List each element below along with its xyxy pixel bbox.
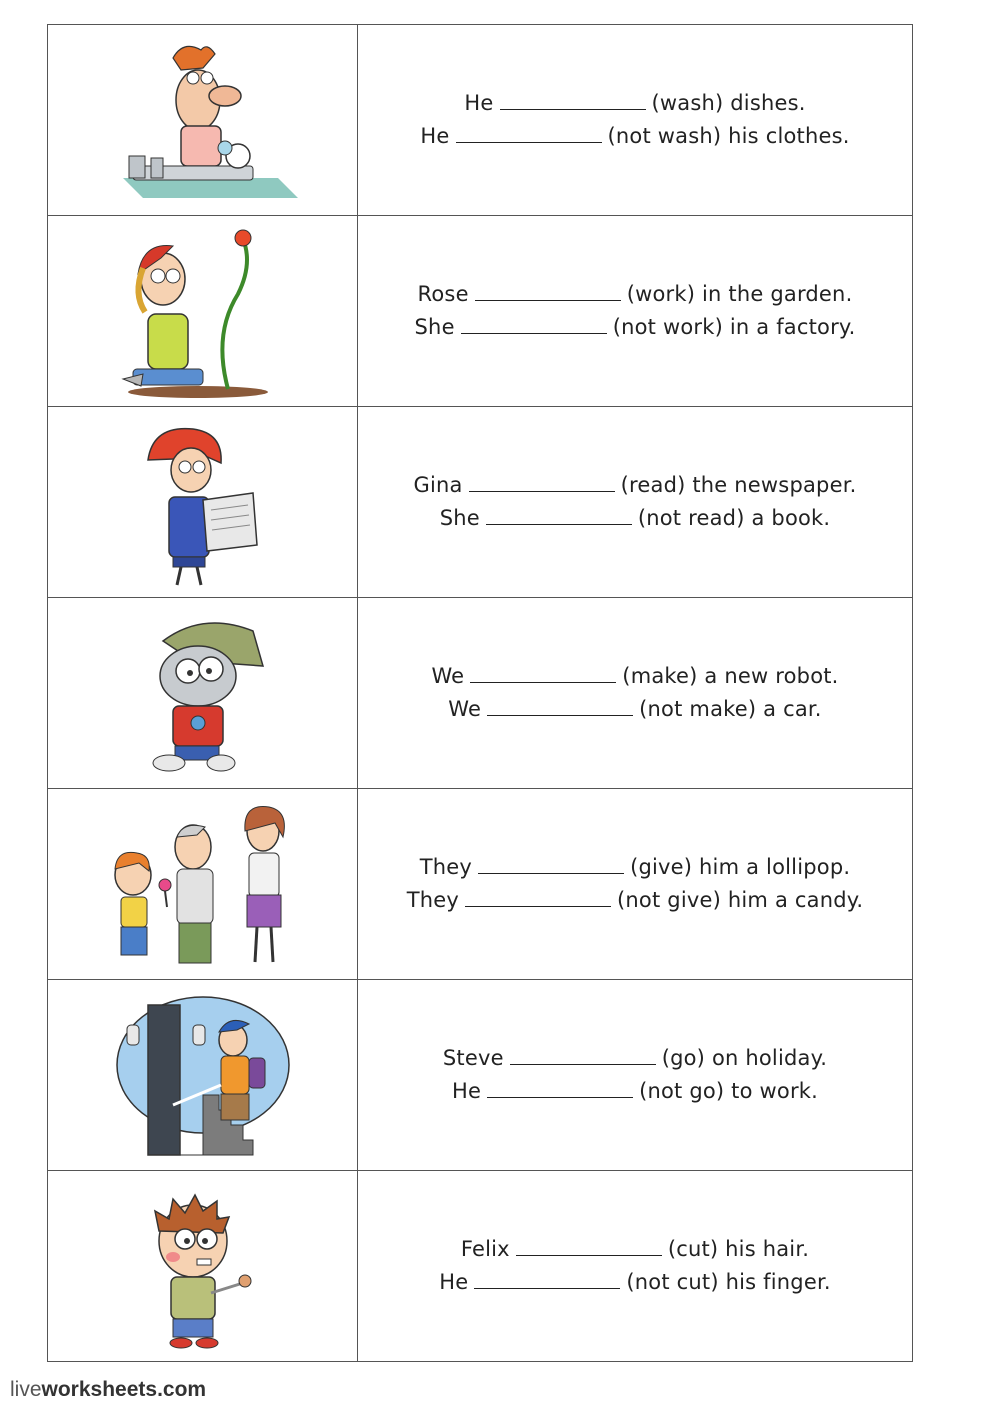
worksheet-table (47, 24, 913, 1362)
sentence-subject: He (439, 1270, 469, 1294)
sentence-rest: (not give) him a candy. (617, 888, 864, 912)
woman-reading-newspaper-illustration (103, 415, 303, 590)
affirmative-sentence (358, 87, 912, 120)
exercise-row (48, 1171, 913, 1362)
exercise-row (48, 407, 913, 598)
sentence-cell (358, 25, 913, 216)
exercise-row (48, 216, 913, 407)
affirmative-sentence (358, 469, 912, 502)
sentence-rest: (not make) a car. (639, 697, 822, 721)
negative-sentence (358, 884, 912, 917)
answer-blank[interactable] (510, 1046, 656, 1065)
sentence-rest: (read) the newspaper. (620, 473, 857, 497)
answer-blank[interactable] (470, 664, 616, 683)
illustration-cell (48, 598, 358, 789)
affirmative-sentence (358, 851, 912, 884)
exercise-row (48, 25, 913, 216)
sentence-rest: (wash) dishes. (651, 91, 806, 115)
answer-blank[interactable] (474, 1270, 620, 1289)
affirmative-sentence (358, 660, 912, 693)
sentence-subject: Steve (442, 1046, 504, 1070)
answer-blank[interactable] (500, 91, 646, 110)
sentence-cell (358, 789, 913, 980)
illustration-cell (48, 789, 358, 980)
exercise-row (48, 598, 913, 789)
sentence-rest: (go) on holiday. (661, 1046, 828, 1070)
logo-light-text: live (10, 1378, 42, 1401)
exercise-row (48, 980, 913, 1171)
sentence-cell (358, 216, 913, 407)
sentence-cell (358, 407, 913, 598)
answer-blank[interactable] (465, 888, 611, 907)
sentence-rest: (not go) to work. (639, 1079, 819, 1103)
affirmative-sentence (358, 1042, 912, 1075)
woman-gardening-illustration (103, 224, 303, 399)
sentence-rest: (make) a new robot. (622, 664, 839, 688)
sentence-subject: Gina (413, 473, 463, 497)
negative-sentence (358, 502, 912, 535)
answer-blank[interactable] (486, 506, 632, 525)
illustration-cell (48, 216, 358, 407)
illustration-cell (48, 980, 358, 1171)
answer-blank[interactable] (516, 1237, 662, 1256)
sentence-subject: He (451, 1079, 482, 1103)
affirmative-sentence (358, 278, 912, 311)
sentence-rest: (not work) in a factory. (612, 315, 856, 339)
sentence-rest: (not cut) his finger. (626, 1270, 831, 1294)
kid-in-robot-costume-illustration (103, 611, 303, 776)
sentence-rest: (give) him a lollipop. (630, 855, 851, 879)
sentence-subject: He (420, 124, 450, 148)
logo-bold-text: worksheets.com (41, 1378, 207, 1401)
negative-sentence (358, 1075, 912, 1108)
answer-blank[interactable] (461, 315, 607, 334)
illustration-cell (48, 1171, 358, 1362)
illustration-cell (48, 25, 358, 216)
family-giving-lollipop-illustration (93, 797, 313, 972)
sentence-subject: We (431, 664, 465, 688)
answer-blank[interactable] (487, 697, 633, 716)
sentence-subject: She (414, 315, 455, 339)
sentence-subject: They (419, 855, 473, 879)
negative-sentence (358, 120, 912, 153)
answer-blank[interactable] (487, 1079, 633, 1098)
negative-sentence (358, 311, 912, 344)
sentence-rest: (cut) his hair. (667, 1237, 810, 1261)
boy-cutting-hair-illustration (103, 1181, 303, 1351)
answer-blank[interactable] (478, 855, 624, 874)
negative-sentence (358, 1266, 912, 1299)
sentence-subject: Felix (460, 1237, 510, 1261)
sentence-subject: He (464, 91, 494, 115)
man-washing-dishes-illustration (103, 38, 303, 203)
sentence-cell (358, 980, 913, 1171)
illustration-cell (48, 407, 358, 598)
affirmative-sentence (358, 1233, 912, 1266)
sentence-subject: She (439, 506, 480, 530)
sentence-rest: (not read) a book. (637, 506, 831, 530)
answer-blank[interactable] (469, 473, 615, 492)
sentence-rest: (not wash) his clothes. (607, 124, 850, 148)
sentence-subject: Rose (417, 282, 469, 306)
answer-blank[interactable] (456, 124, 602, 143)
sentence-cell (358, 598, 913, 789)
sentence-subject: We (448, 697, 482, 721)
sentence-cell (358, 1171, 913, 1362)
exercise-row (48, 789, 913, 980)
man-leaving-plane-illustration (103, 990, 303, 1160)
sentence-subject: They (406, 888, 460, 912)
answer-blank[interactable] (475, 282, 621, 301)
negative-sentence (358, 693, 912, 726)
liveworksheets-logo (10, 1378, 206, 1402)
sentence-rest: (work) in the garden. (626, 282, 853, 306)
